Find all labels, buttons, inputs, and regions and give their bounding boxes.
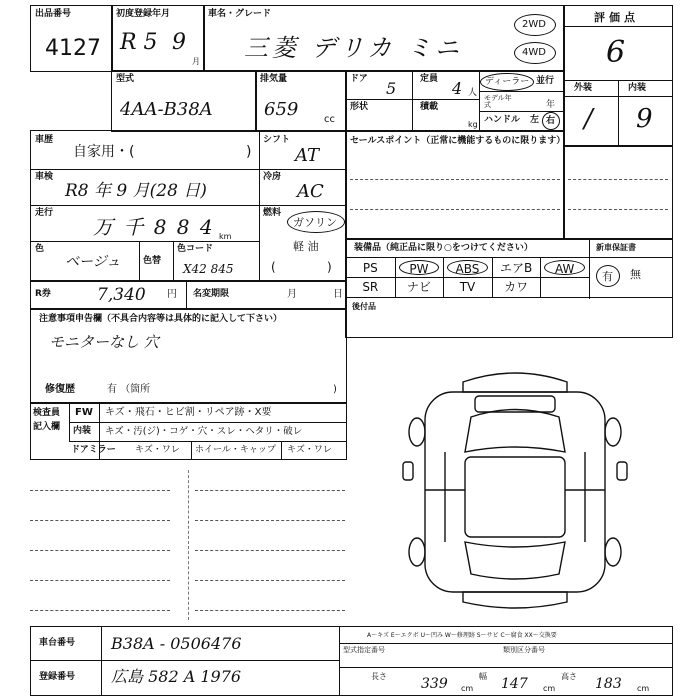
- history-row-line-1: [31, 169, 346, 170]
- recycle-unit: 円: [167, 289, 177, 300]
- door-box: [345, 70, 565, 132]
- warranty-label: 新車保証書: [596, 243, 636, 252]
- inspection-label: 車検: [35, 172, 54, 182]
- history-split: [259, 131, 260, 281]
- light-oil-closex: ): [327, 260, 332, 274]
- mileage-label: 走行: [35, 208, 54, 218]
- capacity-label: 定員: [420, 74, 439, 84]
- inspector-box: [30, 402, 347, 460]
- inspector-split-4: [281, 441, 282, 459]
- lot-box: [30, 5, 113, 72]
- reg-label: 登録番号: [39, 672, 76, 682]
- score-label: 評価点: [594, 11, 639, 24]
- car-mirror-right: [617, 462, 627, 480]
- equipment-col-line: [492, 257, 493, 297]
- equipment-split: [589, 239, 590, 299]
- width-value: 147: [501, 676, 528, 692]
- load-unit: kg: [468, 120, 478, 129]
- category-label: 類別区分番号: [503, 646, 545, 654]
- history-close: ): [246, 144, 252, 160]
- door-split: [412, 71, 413, 131]
- sales-box: [345, 130, 565, 240]
- car-rear-bumper: [463, 592, 567, 608]
- reg-value: 広島 582 A 1976: [111, 667, 242, 686]
- first-reg-month: 9: [172, 30, 186, 55]
- inspector-row3-d: キズ・ワレ: [287, 445, 332, 455]
- mileage-unit: km: [219, 232, 232, 241]
- shift-value: AT: [295, 145, 320, 166]
- equipment-option[interactable]: エアB: [499, 261, 533, 275]
- writing-line-10: [195, 610, 345, 611]
- caution-text: モニターなし 穴: [49, 333, 159, 351]
- inspector-line-2: [69, 441, 346, 442]
- inspector-row1-key: FW: [75, 407, 93, 418]
- inspection-value: R8 年 9 月(28 日): [65, 181, 207, 201]
- car-wheel-rear-right: [605, 538, 621, 566]
- color-code-label: 色コード: [177, 244, 214, 254]
- inspector-label-2: 記入欄: [33, 422, 61, 432]
- score-box: [563, 5, 673, 147]
- score-value: 6: [606, 35, 626, 70]
- inspector-line-1: [69, 422, 346, 423]
- model-label: 車名・グレード: [208, 9, 272, 19]
- footer-dim-line: [339, 667, 672, 668]
- history-row-line-2: [31, 205, 346, 206]
- sales-line-r1: [568, 179, 668, 180]
- car-windshield: [465, 410, 565, 453]
- equipment-col-line: [540, 257, 541, 297]
- car-wheel-front-left: [409, 418, 425, 446]
- ac-label: 冷房: [263, 172, 282, 182]
- repair-close: ): [333, 384, 337, 395]
- footer-row-line: [31, 660, 339, 661]
- chassis-value: B38A - 0506476: [111, 634, 242, 653]
- footer-split-2: [339, 627, 340, 695]
- chassis-label: 車台番号: [39, 638, 76, 648]
- recycle-split: [186, 281, 187, 309]
- exterior-label: 外装: [574, 83, 593, 93]
- fuel-label: 燃料: [263, 208, 282, 218]
- displacement-box: [255, 70, 347, 132]
- writing-area: [30, 470, 348, 620]
- score-split: [618, 80, 619, 146]
- inspector-row3-a: ドアミラー: [71, 445, 116, 455]
- exterior-score: /: [584, 104, 593, 134]
- color-value: ベージュ: [65, 254, 121, 270]
- model-box: [203, 5, 565, 72]
- shape-label: 形状: [350, 102, 369, 112]
- color-label: 色: [35, 244, 45, 254]
- equipment-row-line: [346, 277, 589, 278]
- type-label: 型式: [116, 74, 135, 84]
- ac-value: AC: [297, 181, 324, 202]
- model-year-label: モデル年式: [484, 94, 512, 109]
- car-wheel-front-right: [605, 418, 621, 446]
- drive-2wd-circle[interactable]: [514, 14, 556, 36]
- equipment-bottom-line: [346, 297, 672, 298]
- lot-label: 出品番号: [35, 9, 72, 19]
- repair-value: 有 （箇所: [107, 384, 151, 395]
- writing-line-9: [30, 610, 170, 611]
- car-diagram: [395, 362, 635, 617]
- recycle-value: 7,340: [97, 285, 146, 305]
- sales-line-r2: [568, 209, 668, 210]
- equipment-option[interactable]: PW: [399, 260, 440, 275]
- light-oil-label: 軽 油: [293, 240, 319, 253]
- writing-line-5: [30, 550, 170, 551]
- fuel-value: ガソリン: [293, 216, 337, 229]
- writing-line-2: [195, 490, 345, 491]
- history-label: 車歴: [35, 135, 54, 145]
- inspector-label-1: 検査員: [33, 408, 61, 418]
- interior-label: 内装: [628, 83, 647, 93]
- equipment-option[interactable]: AW: [544, 260, 585, 275]
- inspector-row1-val: キズ・飛石・ヒビ割・リペア跡・X要: [105, 407, 272, 418]
- writing-line-1: [30, 490, 170, 491]
- repair-label: 修復歴: [45, 384, 75, 395]
- footer-split: [101, 627, 102, 695]
- shift-label: シフト: [263, 135, 291, 145]
- doors-label: ドア: [350, 74, 368, 84]
- width-label: 幅: [479, 672, 487, 681]
- car-roof: [465, 457, 565, 537]
- load-label: 積載: [420, 102, 439, 112]
- dealer-label: ディーラー: [485, 77, 530, 87]
- inspector-row3-c: ホイール・キャップ: [195, 445, 276, 455]
- car-wheel-rear-left: [409, 538, 425, 566]
- model-code-label: 型式指定番号: [343, 646, 385, 654]
- width-unit: cm: [543, 684, 556, 693]
- height-label: 高さ: [561, 672, 577, 681]
- color-split-2: [173, 241, 174, 281]
- handle-right-circle[interactable]: [542, 112, 560, 130]
- displacement-unit: cc: [324, 114, 335, 125]
- legend-text: A～キズ E～エクボ U～凹み W～修理跡 S～サビ C～腐食 XX～交換要: [367, 632, 557, 639]
- name-change-label: 名変期限: [193, 289, 230, 299]
- height-unit: cm: [637, 684, 650, 693]
- drive-2wd-label: 2WD: [522, 19, 546, 30]
- light-oil-open: (: [271, 260, 276, 274]
- model-year-divider: [479, 91, 564, 92]
- repaint-label: 色替: [143, 256, 162, 266]
- name-change-month: 月: [287, 289, 297, 300]
- length-label: 長さ: [371, 672, 387, 681]
- handle-left: 左: [530, 115, 540, 125]
- first-reg-label: 初度登録年月: [116, 9, 171, 19]
- history-block: [30, 130, 347, 282]
- score-divider-3: [564, 96, 672, 97]
- color-code-value: X42 845: [183, 262, 234, 276]
- equipment-option[interactable]: SR: [362, 280, 379, 294]
- car-rear-window: [465, 542, 565, 579]
- inspector-row2-val: キズ・汚(ジ)・コゲ・穴・スレ・ヘタリ・破レ: [105, 426, 303, 437]
- first-reg-era: R 5: [120, 30, 158, 55]
- type-box: [111, 70, 257, 132]
- equipment-option[interactable]: ABS: [447, 260, 488, 275]
- capacity-unit: 人: [468, 88, 478, 98]
- mileage-value: 万 千 8 8 4: [93, 215, 215, 239]
- footer-legend-line: [339, 643, 672, 644]
- history-row-line-3: [31, 241, 259, 242]
- writing-line-7: [30, 580, 170, 581]
- color-split: [139, 241, 140, 281]
- footer-box: [30, 626, 673, 696]
- post-label: 後付品: [352, 302, 376, 311]
- writing-line-3: [30, 520, 170, 521]
- height-value: 183: [595, 676, 622, 692]
- lot-number: 4127: [45, 36, 101, 61]
- capacity-value: 4: [452, 79, 463, 98]
- fuel-circle[interactable]: [287, 211, 345, 233]
- warranty-yes: 有: [602, 270, 613, 283]
- interior-score: 9: [636, 104, 653, 134]
- equipment-option[interactable]: カワ: [504, 280, 529, 294]
- writing-split: [188, 470, 189, 620]
- warranty-yes-circle[interactable]: [596, 265, 620, 287]
- doors-value: 5: [386, 79, 397, 98]
- inspector-row3-b: キズ・ワレ: [135, 445, 180, 455]
- length-unit: cm: [461, 684, 474, 693]
- sales-box-right: [563, 145, 673, 240]
- first-reg-month-unit: 月: [192, 57, 200, 66]
- equipment-option[interactable]: TV: [459, 280, 476, 294]
- equipment-box: [345, 238, 673, 338]
- sales-line-1: [350, 179, 560, 180]
- writing-line-6: [195, 550, 345, 551]
- history-value: 自家用・(: [73, 144, 135, 160]
- car-body-outline: [425, 392, 605, 592]
- type-value: 4AA-B38A: [120, 99, 213, 120]
- equipment-label: 装備品（純正品に限り○をつけてください）: [354, 243, 533, 253]
- recycle-label: R券: [35, 289, 51, 299]
- writing-line-8: [195, 580, 345, 581]
- caution-label: 注意事項申告欄（不具合内容等は具体的に記入して下さい）: [39, 314, 283, 324]
- displacement-value: 659: [264, 99, 299, 120]
- inspector-split-3: [191, 441, 192, 459]
- name-change-day: 日: [333, 289, 343, 300]
- import-label: 並行: [536, 76, 555, 86]
- writing-line-4: [195, 520, 345, 521]
- length-value: 339: [421, 676, 448, 692]
- warranty-no: 無: [630, 268, 641, 281]
- drive-4wd-label: 4WD: [522, 47, 546, 58]
- sales-point-label: セールスポイント（正常に機能するものに限ります）: [350, 136, 566, 146]
- car-mirror-left: [403, 462, 413, 480]
- equipment-option[interactable]: PS: [362, 261, 378, 275]
- sales-line-2: [350, 209, 560, 210]
- displacement-label: 排気量: [260, 74, 288, 84]
- equipment-col-line: [443, 257, 444, 297]
- first-reg-box: [111, 5, 205, 72]
- model-name: 三菱 デリカ ミニ: [244, 34, 464, 62]
- score-divider: [564, 26, 672, 27]
- handle-right: 右: [546, 116, 556, 126]
- dealer-circle[interactable]: [480, 73, 534, 91]
- inspector-row2-key: 内装: [73, 426, 92, 436]
- drive-4wd-circle[interactable]: [514, 42, 556, 64]
- handle-label: ハンドル: [484, 115, 521, 125]
- equipment-col-line: [395, 257, 396, 297]
- year-unit: 年: [546, 100, 556, 110]
- notes-box: [30, 308, 347, 404]
- car-front-bumper: [463, 373, 567, 392]
- equipment-option[interactable]: ナビ: [406, 280, 431, 294]
- recycle-box: [30, 280, 347, 310]
